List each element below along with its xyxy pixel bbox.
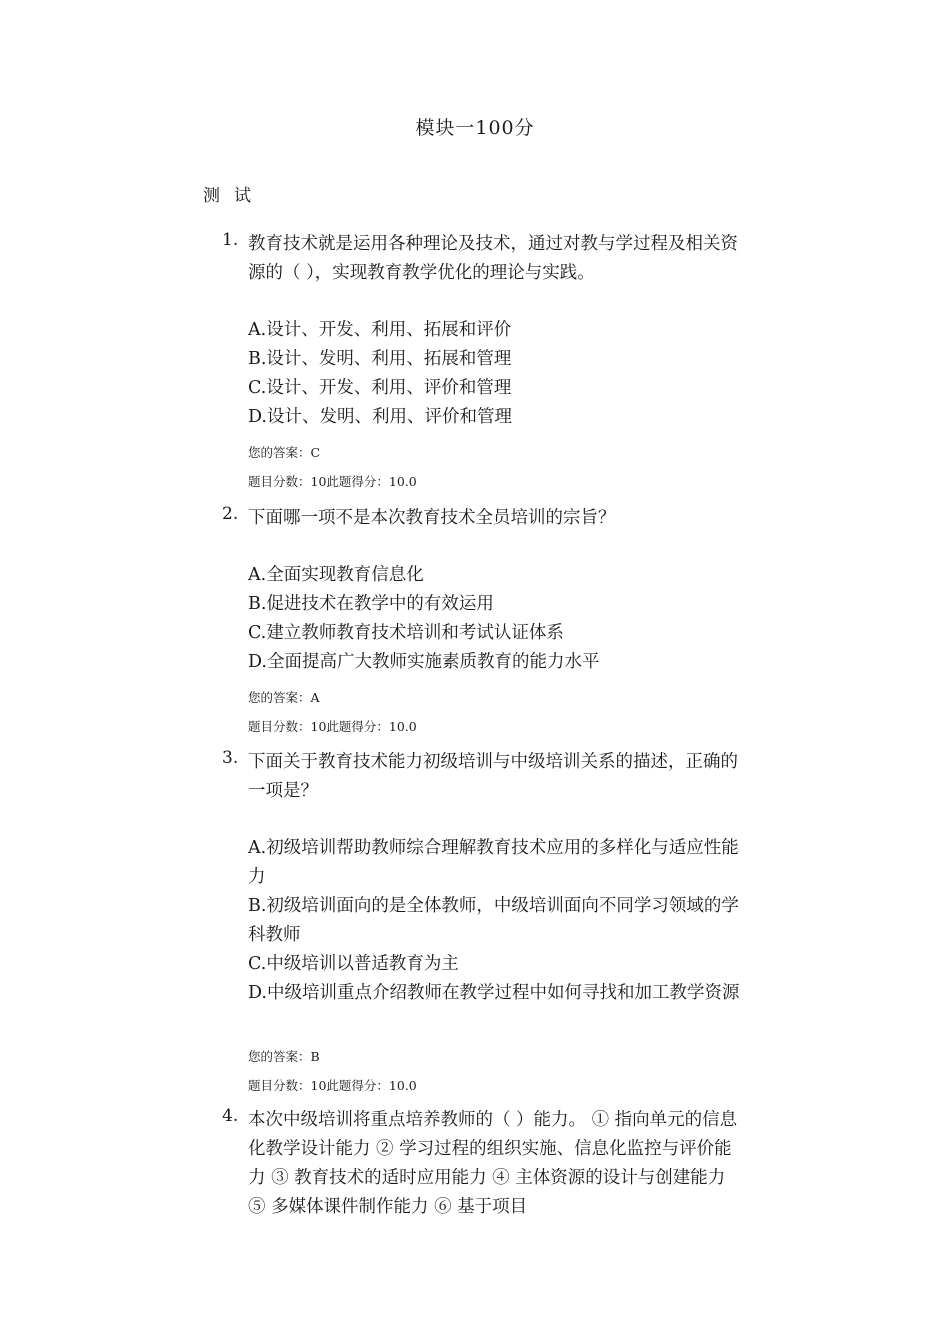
your-answer: 您的答案：B (248, 1049, 320, 1064)
your-answer: 您的答案：C (248, 445, 321, 460)
question-text: 教育技术就是运用各种理论及技术，通过对教与学过程及相关资源的（ ），实现教育教学优化的理论与实践。 (248, 234, 738, 283)
question-number: 2. (222, 504, 239, 524)
question-score: 题目分数：10此题得分：10.0 (248, 1078, 417, 1093)
question-score: 题目分数：10此题得分：10.0 (248, 719, 417, 734)
option-c: C.设计、开发、利用、评价和管理 (248, 378, 512, 398)
option-d: D.中级培训重点介绍教师在教学过程中如何寻找和加工教学资源 (248, 983, 740, 1003)
option-b: B.设计、发明、利用、拓展和管理 (248, 349, 512, 369)
question-text: 下面关于教育技术能力初级培训与中级培训关系的描述，正确的一项是？ (248, 752, 738, 801)
option-list (248, 561, 748, 677)
question-score: 题目分数：10此题得分：10.0 (248, 474, 417, 489)
question-text: 本次中级培训将重点培养教师的（ ）能力。 ① 指向单元的信息化教学设计能力 ② 学习过程的组织实施、信息化监控与评价能力 ③ 教育技术的适时应用能力 ④ 主体资源的设计与创建能力 ⑤ 多媒体课件制作能力 ⑥ 基于项目 (248, 1110, 738, 1217)
option-d: D.全面提高广大教师实施素质教育的能力水平 (248, 652, 600, 672)
section-label: 测试 (203, 186, 265, 206)
option-b: B.促进技术在教学中的有效运用 (248, 594, 494, 614)
question-number: 1. (222, 230, 239, 250)
your-answer: 您的答案：A (248, 690, 320, 705)
option-list (248, 834, 748, 1008)
option-a: A.全面实现教育信息化 (248, 565, 424, 585)
question-text: 下面哪一项不是本次教育技术全员培训的宗旨？ (248, 508, 616, 528)
option-c: C.建立教师教育技术培训和考试认证体系 (248, 623, 564, 643)
option-a: A.设计、开发、利用、拓展和评价 (248, 320, 512, 340)
option-d: D.设计、发明、利用、评价和管理 (248, 407, 512, 427)
option-list (248, 316, 748, 432)
option-a: A.初级培训帮助教师综合理解教育技术应用的多样化与适应性能力 (248, 838, 739, 887)
page-title: 模块一100分 (415, 117, 535, 139)
option-c: C.中级培训以普适教育为主 (248, 954, 459, 974)
option-b: B.初级培训面向的是全体教师，中级培训面向不同学习领域的学科教师 (248, 896, 739, 945)
question-number: 3. (222, 748, 239, 768)
question-number: 4. (222, 1106, 239, 1126)
